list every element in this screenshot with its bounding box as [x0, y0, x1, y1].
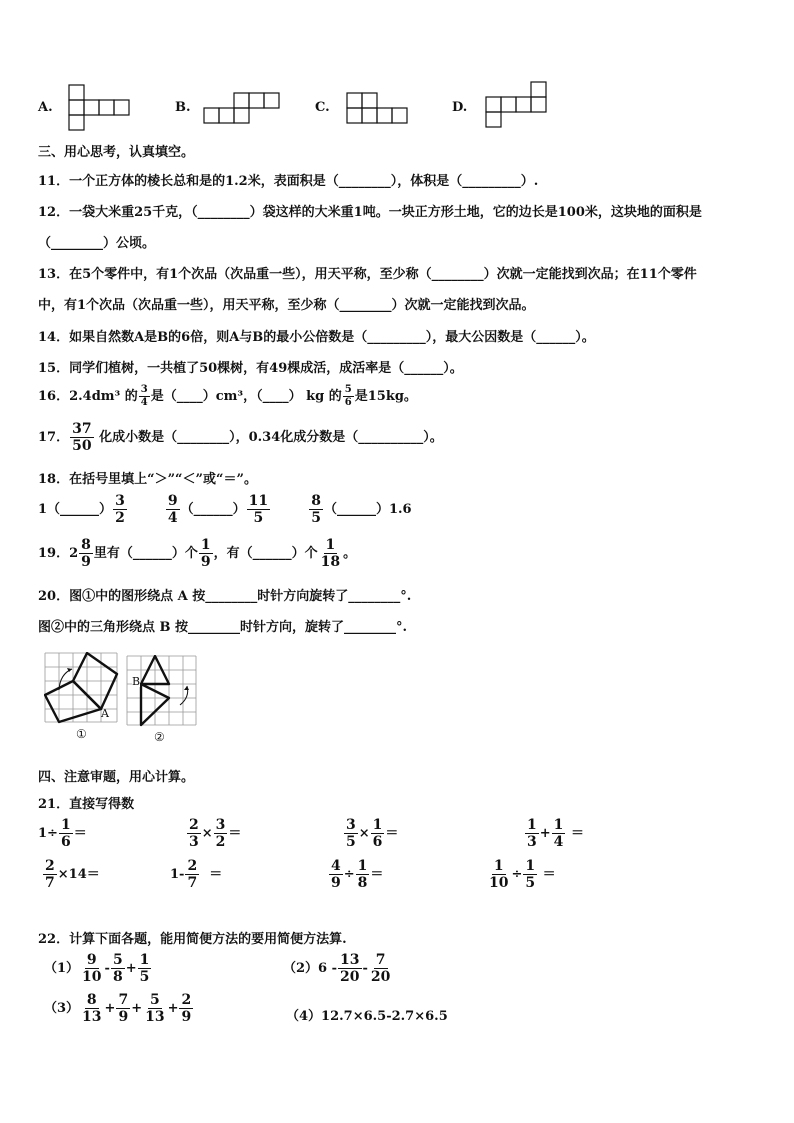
q21-item-8: $\frac{1}{10}$ ÷ $\frac{1}{5}$ ＝ — [489, 858, 556, 891]
question-11: 11．一个正方体的棱长总和是的1.2米，表面积是（________），体积是（_________）. — [38, 174, 539, 189]
question-15: 15．同学们植树，一共植了50棵树，有49棵成活，成活率是（______）。 — [38, 361, 463, 376]
fraction: $\frac{2}{3}$ — [189, 817, 199, 850]
question-20-line-1: 20．图①中的图形绕点 A 按________时针方向旋转了________°. — [38, 589, 412, 604]
q22-item-4: （4）12.7×6.5-2.7×6.5 — [286, 1009, 448, 1024]
fraction: $\frac{1}{6}$ — [372, 817, 383, 850]
q21-item-1: 1÷ $\frac{1}{6}$ ＝ — [38, 817, 87, 850]
q21-item-7: $\frac{4}{9}$ ÷ $\frac{1}{8}$ ＝ — [331, 858, 384, 891]
question-13-line-2: 中，有1个次品（次品重一些），用天平称，至少称（________）次就一定能找到次品。 — [38, 298, 535, 313]
fraction: $\frac{1}{5}$ — [139, 952, 150, 985]
question-22-title: 22．计算下面各题，能用简便方法的要用简便方法算. — [38, 932, 347, 947]
fraction: $\frac{1}{6}$ — [60, 817, 71, 850]
rotation-figure-2 — [126, 655, 198, 727]
fraction: $\frac{1}{5}$ — [525, 858, 536, 891]
fraction: $\frac{3}{2}$ — [115, 493, 125, 526]
fraction: $\frac{37}{50}$ — [72, 421, 92, 454]
fraction: $\frac{1}{4}$ — [553, 817, 564, 850]
option-b-label: B. — [175, 100, 191, 115]
point-a-label: A — [101, 707, 109, 720]
fraction: $\frac{8}{13}$ — [82, 992, 102, 1025]
question-13-line-1: 13．在5个零件中，有1个次品（次品重一些），用天平称，至少称（________）次就一定能找到次品；在11个零件 — [38, 267, 697, 282]
option-c-label: C. — [315, 100, 330, 115]
question-16: 16．2.4dm³ 的 $\frac{3}{4}$ 是（____）cm³，（____） kg 的 $\frac{5}{6}$ 是15kg。 — [38, 384, 417, 408]
q21-item-3: $\frac{3}{5}$ × $\frac{1}{6}$ ＝ — [346, 817, 399, 850]
fraction: $\frac{5}{6}$ — [344, 384, 352, 408]
fraction: $\frac{7}{20}$ — [370, 952, 391, 985]
q22-item-3: （3） $\frac{8}{13}$ + $\frac{7}{9}$ + $\frac{5}{13}$ + $\frac{2}{9}$ — [44, 992, 192, 1025]
fraction: $\frac{3}{2}$ — [215, 817, 226, 850]
q22-item-2: （2）6 - $\frac{13}{20}$ - $\frac{7}{20}$ — [283, 952, 391, 985]
section-4-title: 四、注意审题，用心计算。 — [38, 770, 195, 785]
question-21-title: 21．直接写得数 — [38, 797, 135, 812]
question-18-title: 18．在括号里填上“＞”“＜”或“＝”。 — [38, 472, 257, 487]
fraction: $\frac{2}{9}$ — [181, 992, 192, 1025]
q22-item-1: （1） $\frac{9}{10}$ - $\frac{5}{8}$ + $\frac{1}{5}$ — [44, 952, 150, 985]
fraction: $\frac{13}{20}$ — [340, 952, 360, 985]
fraction: $\frac{9}{10}$ — [82, 952, 102, 985]
section-3-title: 三、用心思考，认真填空。 — [38, 145, 195, 160]
fraction: $\frac{3}{5}$ — [346, 817, 356, 850]
fraction: $\frac{1}{10}$ — [489, 858, 509, 891]
fraction: $\frac{2}{7}$ — [187, 858, 198, 891]
q21-item-6: 1- $\frac{2}{7}$ ＝ — [170, 858, 223, 891]
fraction: $\frac{11}{5}$ — [248, 493, 269, 526]
fraction: $\frac{3}{4}$ — [140, 384, 148, 408]
q21-item-2: $\frac{2}{3}$ × $\frac{3}{2}$ ＝ — [189, 817, 242, 850]
question-14: 14．如果自然数A是B的6倍，则A与B的最小公倍数是（_________），最大公因数是（______）。 — [38, 330, 595, 345]
question-12-line-1: 12．一袋大米重25千克，（________）袋这样的大米重1吨。一块正方形土地，它的边长是100米，这块地的面积是 — [38, 205, 702, 220]
option-c-net — [346, 92, 410, 126]
question-18-row: 1（______） $\frac{3}{2}$ $\frac{9}{4}$ （______） $\frac{11}{5}$ $\frac{8}{5}$ （______）1.6 — [38, 493, 412, 526]
fraction: $\frac{5}{13}$ — [145, 992, 165, 1025]
question-20-line-2: 图②中的三角形绕点 B 按________时针方向，旋转了________°. — [38, 620, 408, 635]
fraction: $\frac{1}{3}$ — [527, 817, 537, 850]
option-d-net — [485, 81, 551, 131]
point-b-label: B — [132, 675, 141, 688]
fraction: $\frac{5}{8}$ — [112, 952, 123, 985]
figure-2-label: ② — [154, 730, 165, 744]
fraction: $\frac{1}{9}$ — [200, 537, 211, 570]
option-a-label: A. — [38, 100, 53, 115]
figure-1-label: ① — [76, 727, 87, 741]
question-12-line-2: （________）公顷。 — [38, 236, 156, 251]
q21-item-4: $\frac{1}{3}$ + $\frac{1}{4}$ ＝ — [527, 817, 584, 850]
fraction: $\frac{8}{5}$ — [311, 493, 321, 526]
option-d-label: D. — [452, 100, 468, 115]
fraction: $\frac{1}{8}$ — [357, 858, 368, 891]
fraction: $\frac{9}{4}$ — [167, 493, 178, 526]
option-b-net — [203, 92, 283, 126]
q21-item-5: $\frac{2}{7}$ ×14＝ — [45, 858, 100, 891]
question-19: 19．2 $\frac{8}{9}$ 里有（______）个 $\frac{1}{9}$ ，有（______）个 $\frac{1}{18}$ 。 — [38, 537, 357, 570]
fraction: $\frac{2}{7}$ — [45, 858, 55, 891]
fraction: $\frac{4}{9}$ — [331, 858, 341, 891]
fraction: $\frac{1}{18}$ — [320, 537, 341, 570]
fraction: $\frac{7}{9}$ — [118, 992, 129, 1025]
question-17: 17． $\frac{37}{50}$ 化成小数是（________），0.34化成分数是（__________）。 — [38, 421, 443, 454]
option-a-net — [68, 84, 132, 132]
fraction: $\frac{8}{9}$ — [81, 537, 91, 570]
